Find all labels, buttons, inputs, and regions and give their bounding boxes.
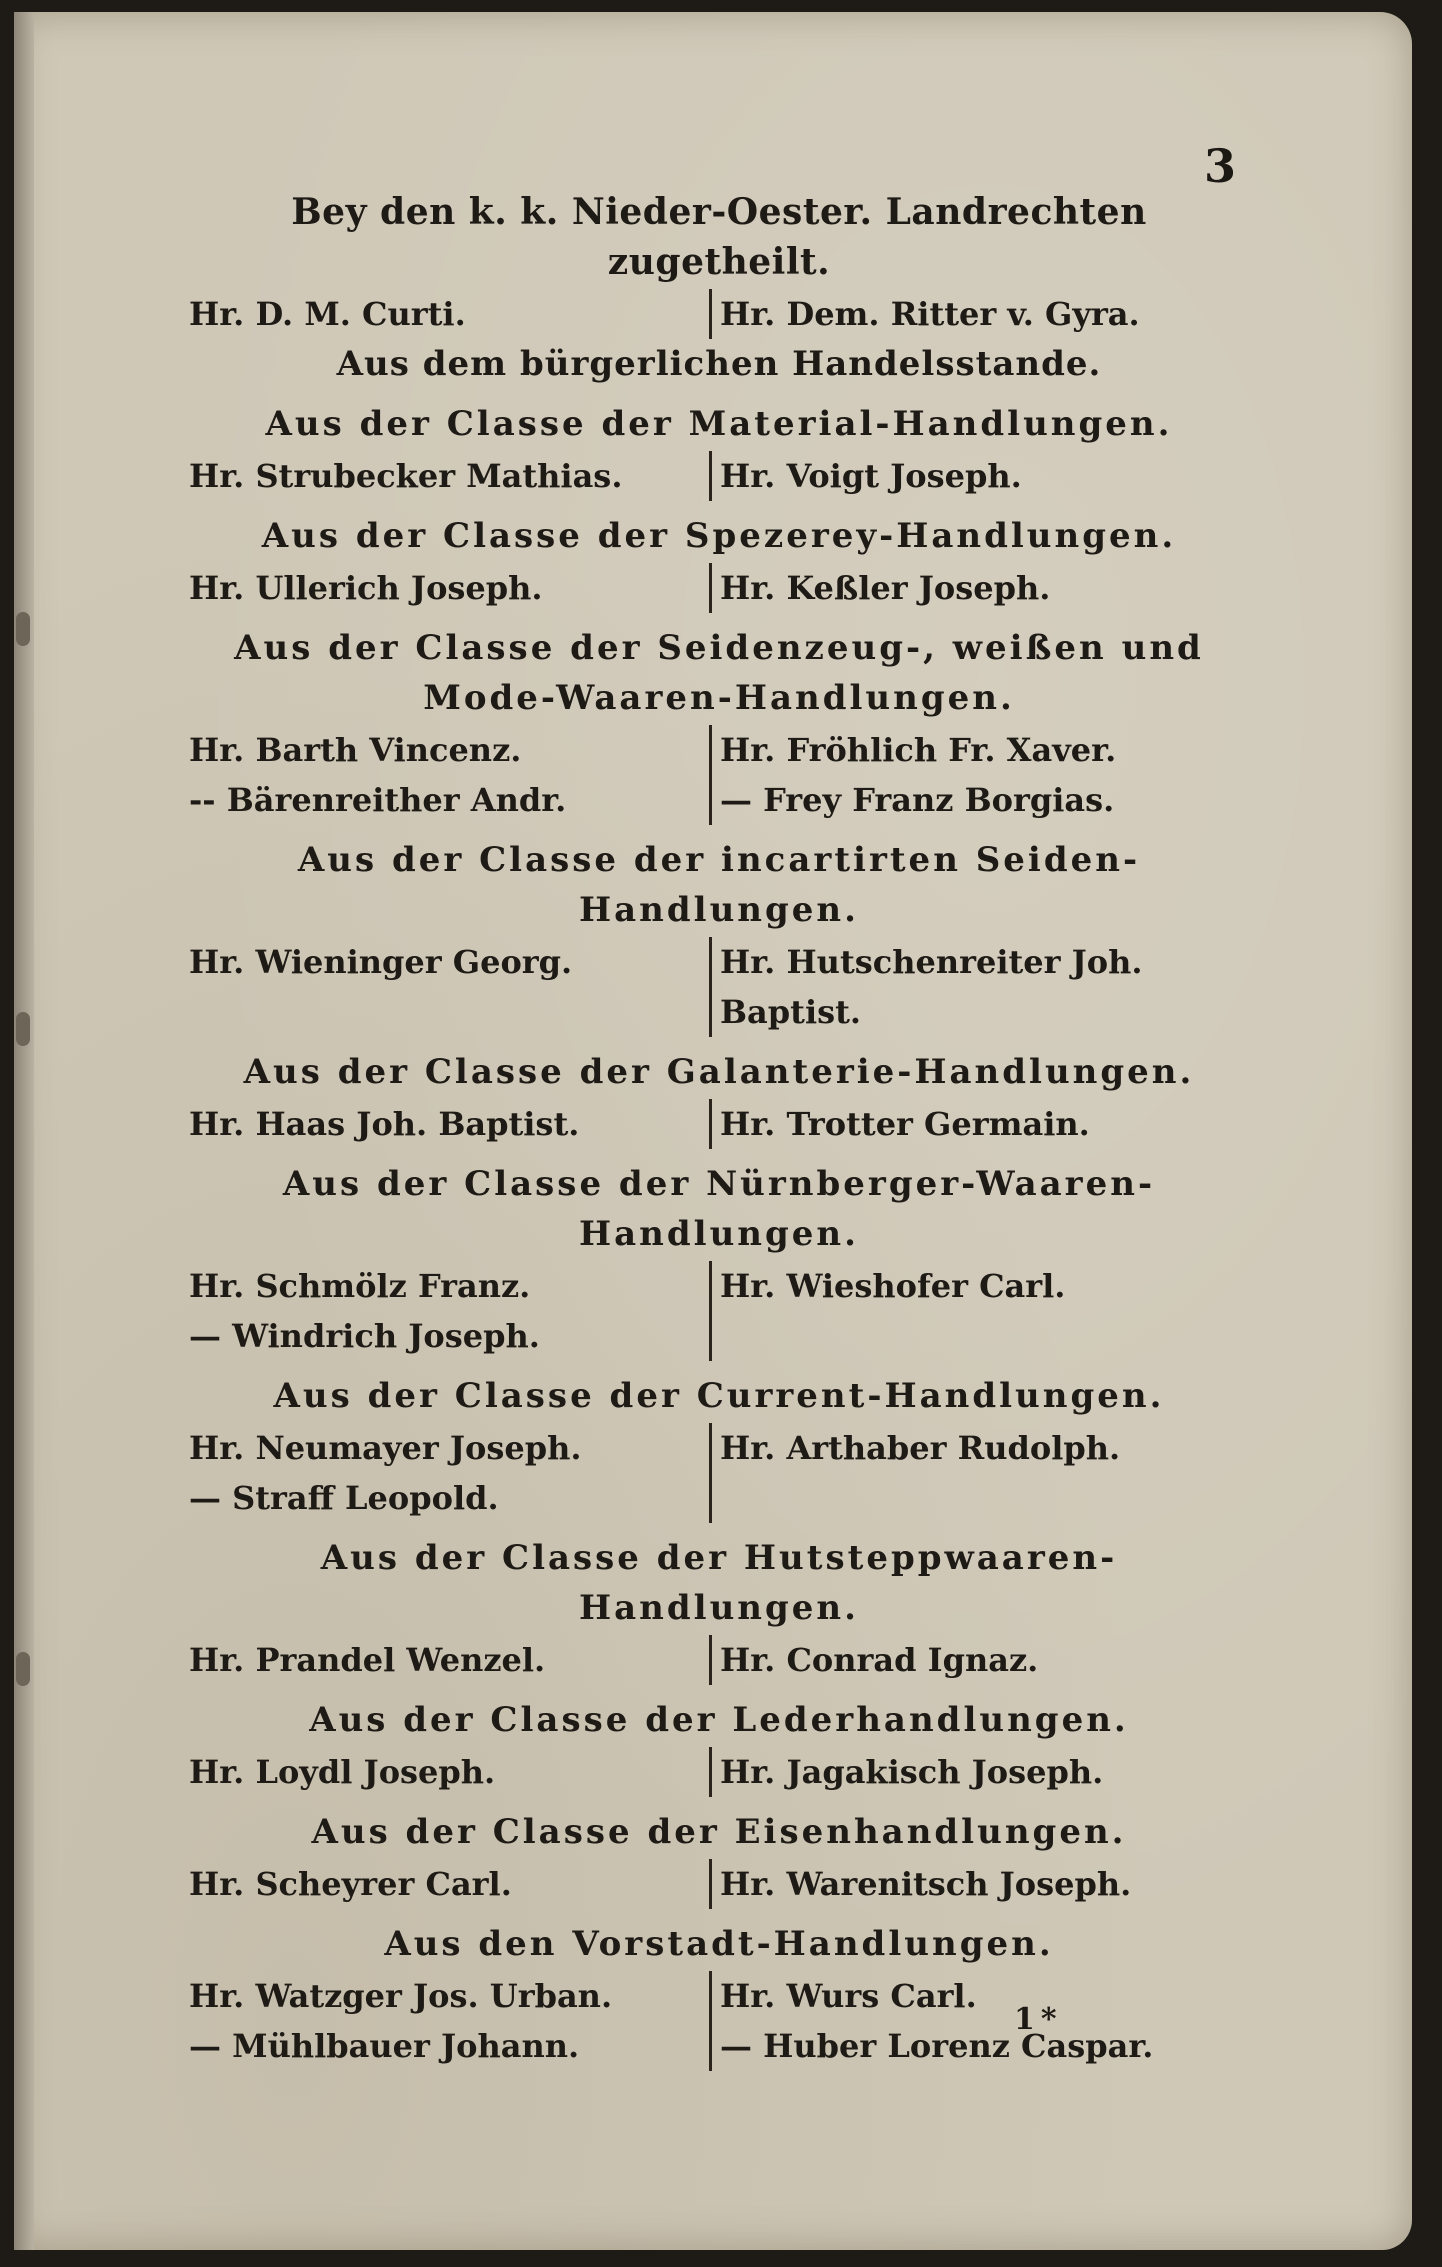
binding-hole xyxy=(16,1012,30,1046)
name-row xyxy=(189,725,1249,825)
name-row xyxy=(189,1747,1249,1797)
name-left xyxy=(189,1635,709,1685)
name-entry: Hr. Keßler Joseph. xyxy=(720,569,1051,607)
section-heading: Aus der Classe der Material-Handlungen. xyxy=(265,404,1173,444)
name-left xyxy=(189,937,709,1037)
name-row xyxy=(189,289,1249,339)
name-right xyxy=(709,1635,1249,1685)
page-subtitle: Aus dem bürgerlichen Handelsstande. xyxy=(336,344,1102,384)
name-entry: — Mühlbauer Johann. xyxy=(189,2027,580,2065)
book-page xyxy=(14,12,1412,2250)
signature-mark: 1* xyxy=(1014,2002,1063,2037)
page-number: 3 xyxy=(1204,139,1237,193)
name-row xyxy=(189,1261,1249,1361)
section-heading: Aus der Classe der Galanterie-Handlungen. xyxy=(243,1052,1195,1092)
section-heading: Aus den Vorstadt-Handlungen. xyxy=(384,1924,1054,1964)
name-left xyxy=(189,1747,709,1797)
name-right: Hr. Dem. Ritter v. Gyra. xyxy=(709,289,1249,339)
name-right xyxy=(709,1971,1249,2071)
name-entry: Hr. Wieninger Georg. xyxy=(189,943,573,981)
name-entry: Hr. Fröhlich Fr. Xaver. xyxy=(720,731,1117,769)
name-right xyxy=(709,1859,1249,1909)
name-entry: Hr. Ullerich Joseph. xyxy=(189,569,543,607)
name-left xyxy=(189,1261,709,1361)
section-heading: Aus der Classe der Spezerey-Handlungen. xyxy=(261,516,1177,556)
name-right xyxy=(709,563,1249,613)
binding-hole xyxy=(16,612,30,646)
section-heading: Aus der Classe der Nürnberger-Waaren-Handlungen. xyxy=(282,1164,1156,1254)
name-right xyxy=(709,1099,1249,1149)
section-heading: Aus der Classe der Eisenhandlungen. xyxy=(311,1812,1127,1852)
name-right xyxy=(709,1261,1249,1361)
name-entry: Hr. Schmölz Franz. xyxy=(189,1267,531,1305)
page-spine xyxy=(14,12,34,2250)
name-entry: Hr. Prandel Wenzel. xyxy=(189,1641,546,1679)
section-heading: Aus der Classe der Seidenzeug-, weißen und Mode-Waaren-Handlungen. xyxy=(234,628,1204,718)
name-entry: Hr. Arthaber Rudolph. xyxy=(720,1429,1121,1467)
name-entry: — Windrich Joseph. xyxy=(189,1317,540,1355)
name-entry: — Huber Lorenz Caspar. xyxy=(720,2027,1154,2065)
name-row xyxy=(189,451,1249,501)
page-header: Bey den k. k. Nieder-Oester. Landrechten zugetheilt. xyxy=(291,191,1147,283)
name-right xyxy=(709,725,1249,825)
name-entry: -- Bärenreither Andr. xyxy=(189,781,567,819)
name-left xyxy=(189,1971,709,2071)
name-right xyxy=(709,1423,1249,1523)
name-row xyxy=(189,1423,1249,1523)
name-right xyxy=(709,937,1249,1037)
binding-hole xyxy=(16,1652,30,1686)
name-row xyxy=(189,1099,1249,1149)
section-heading: Aus der Classe der incartirten Seiden-Handlungen. xyxy=(297,840,1141,930)
name-left xyxy=(189,1859,709,1909)
name-entry: Hr. Voigt Joseph. xyxy=(720,457,1022,495)
name-entry: Hr. Scheyrer Carl. xyxy=(189,1865,512,1903)
name-entry: Hr. Jagakisch Joseph. xyxy=(720,1753,1104,1791)
section-heading: Aus der Classe der Lederhandlungen. xyxy=(309,1700,1129,1740)
name-left xyxy=(189,451,709,501)
name-entry: Hr. Hutschenreiter Joh. xyxy=(720,943,1143,981)
name-entry: Baptist. xyxy=(720,993,862,1031)
name-entry: Hr. Loydl Joseph. xyxy=(189,1753,496,1791)
name-entry: Hr. Barth Vincenz. xyxy=(189,731,522,769)
name-left xyxy=(189,1423,709,1523)
section-heading: Aus der Classe der Current-Handlungen. xyxy=(273,1376,1165,1416)
name-row xyxy=(189,937,1249,1037)
name-entry: Hr. Conrad Ignaz. xyxy=(720,1641,1039,1679)
name-row xyxy=(189,1971,1249,2071)
section-heading: Aus der Classe der Hutsteppwaaren-Handlungen. xyxy=(320,1538,1118,1628)
name-left: Hr. D. M. Curti. xyxy=(189,295,466,333)
name-entry: — Straff Leopold. xyxy=(189,1479,499,1517)
sections-list xyxy=(189,399,1249,2071)
name-entry: Hr. Haas Joh. Baptist. xyxy=(189,1105,580,1143)
name-entry: Hr. Warenitsch Joseph. xyxy=(720,1865,1132,1903)
name-entry: Hr. Wurs Carl. xyxy=(720,1977,977,2015)
name-entry: Hr. Watzger Jos. Urban. xyxy=(189,1977,613,2015)
name-right xyxy=(709,1747,1249,1797)
name-row xyxy=(189,1635,1249,1685)
page-content xyxy=(189,187,1249,2071)
name-row xyxy=(189,1859,1249,1909)
name-left xyxy=(189,1099,709,1149)
name-left xyxy=(189,563,709,613)
name-right xyxy=(709,451,1249,501)
name-entry: Hr. Wieshofer Carl. xyxy=(720,1267,1066,1305)
name-entry: Hr. Trotter Germain. xyxy=(720,1105,1090,1143)
name-entry: Hr. Neumayer Joseph. xyxy=(189,1429,582,1467)
name-entry: — Frey Franz Borgias. xyxy=(720,781,1115,819)
name-row xyxy=(189,563,1249,613)
name-entry: Hr. Strubecker Mathias. xyxy=(189,457,623,495)
name-left xyxy=(189,725,709,825)
